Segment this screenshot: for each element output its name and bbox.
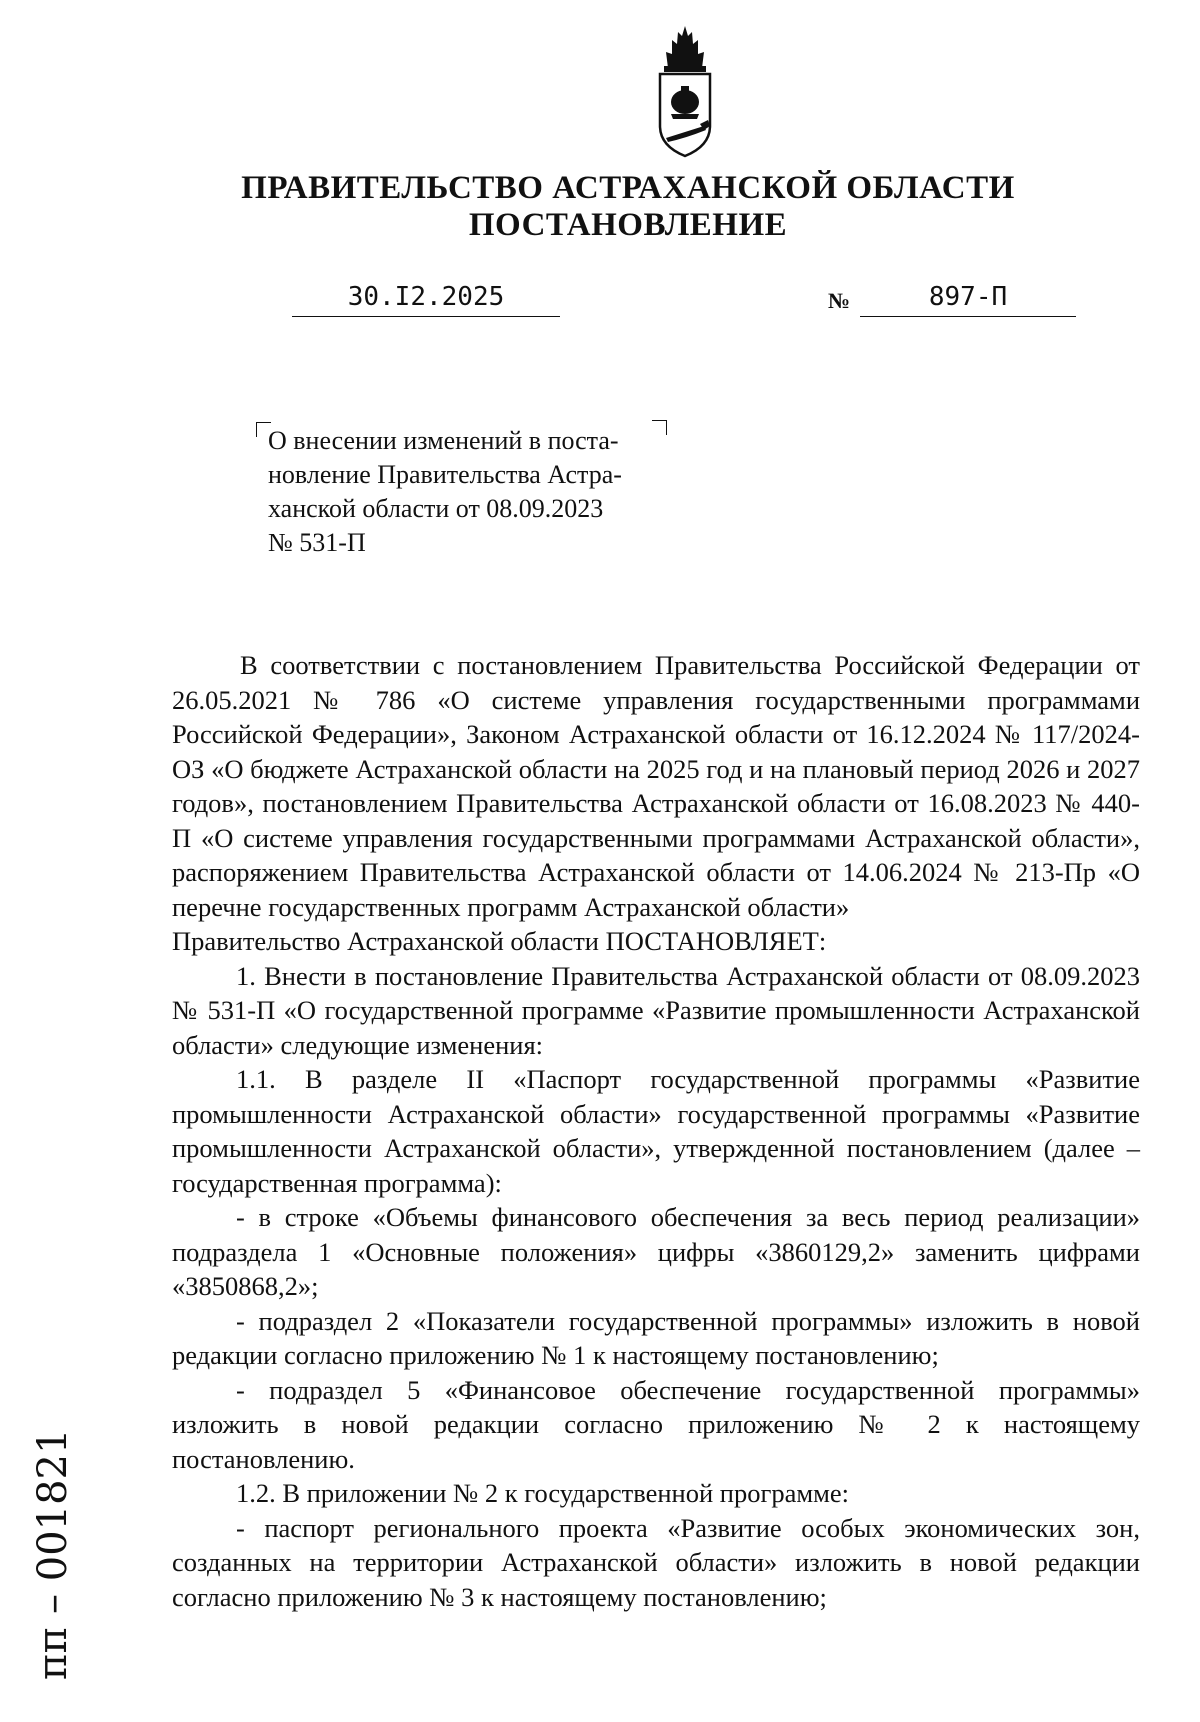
document-type-title: ПОСТАНОВЛЕНИЕ — [468, 207, 788, 243]
number-label: № — [828, 288, 851, 313]
document-date: 30.I2.2025 — [292, 280, 560, 317]
subject-line: новление Правительства Астра- — [268, 460, 622, 489]
clause-item: - подраздел 2 «Показатели государственной программы» изложить в новой редакции согласно приложению № 1 к настоящему постановлению; — [172, 1305, 1140, 1370]
clause-item: - подраздел 5 «Финансовое обеспечение государственной программы» изложить в новой редакции согласно приложению № 2 к настоящему постановлению. — [172, 1374, 1140, 1474]
document-subject — [268, 424, 658, 560]
subject-line: О внесении изменений в поста- — [268, 426, 619, 455]
document-body — [172, 648, 1140, 1614]
clause-1-2: 1.2. В приложении № 2 к государственной программе: — [236, 1478, 849, 1508]
subject-line: № 531-П — [268, 528, 366, 557]
clause-item: - в строке «Объемы финансового обеспечения за весь период реализации» подраздела 1 «Основные положения» цифры «3860129,2» заменить цифрами «3850868,2»; — [172, 1202, 1140, 1301]
resolution-statement: Правительство Астраханской области ПОСТАНОВЛЯЕТ: — [172, 926, 827, 956]
clause-item: - паспорт регионального проекта «Развитие особых экономических зон, созданных на территории Астраханской области» изложить в новой редакции согласно приложению № 3 к настоящему постановлению; — [172, 1512, 1140, 1612]
government-title: ПРАВИТЕЛЬСТВО АСТРАХАНСКОЙ ОБЛАСТИ — [241, 170, 1015, 206]
document-number: 897-П — [860, 280, 1076, 317]
preamble-paragraph: В соответствии с постановлением Правительства Российской Федерации от 26.05.2021 № 786 «О системе управления государственными программами Российской Федерации», Законом Астраханской области от 16.12.2024 № 117/2024-ОЗ «О бюджете Астраханской области на 2025 год и на плановый период 2026 и 2027 годов», постановлением Правительства Астраханской области от 16.08.2023 № 440-П «О системе управления государственными программами Астраханской области», распоряжением Правительства Астраханской области от 14.06.2024 № 213-Пр «О перечне государственных программ Астраханской области» — [172, 650, 1140, 922]
subject-line: ханской области от 08.09.2023 — [268, 494, 604, 523]
coat-of-arms-emblem — [640, 22, 730, 162]
clause-1-1: 1.1. В разделе II «Паспорт государственной программы «Развитие промышленности Астраханской области» государственной программы «Развитие промышленности Астраханской области», утвержденной постановлением (далее – государственная программа): — [172, 1064, 1140, 1198]
clause-1: 1. Внести в постановление Правительства Астраханской области от 08.09.2023 № 531-П «О государственной программе «Развитие промышленности Астраханской области» следующие изменения: — [172, 960, 1140, 1060]
registration-stamp-text: пп – 001821 — [30, 1428, 76, 1680]
registration-stamp — [28, 1380, 78, 1680]
